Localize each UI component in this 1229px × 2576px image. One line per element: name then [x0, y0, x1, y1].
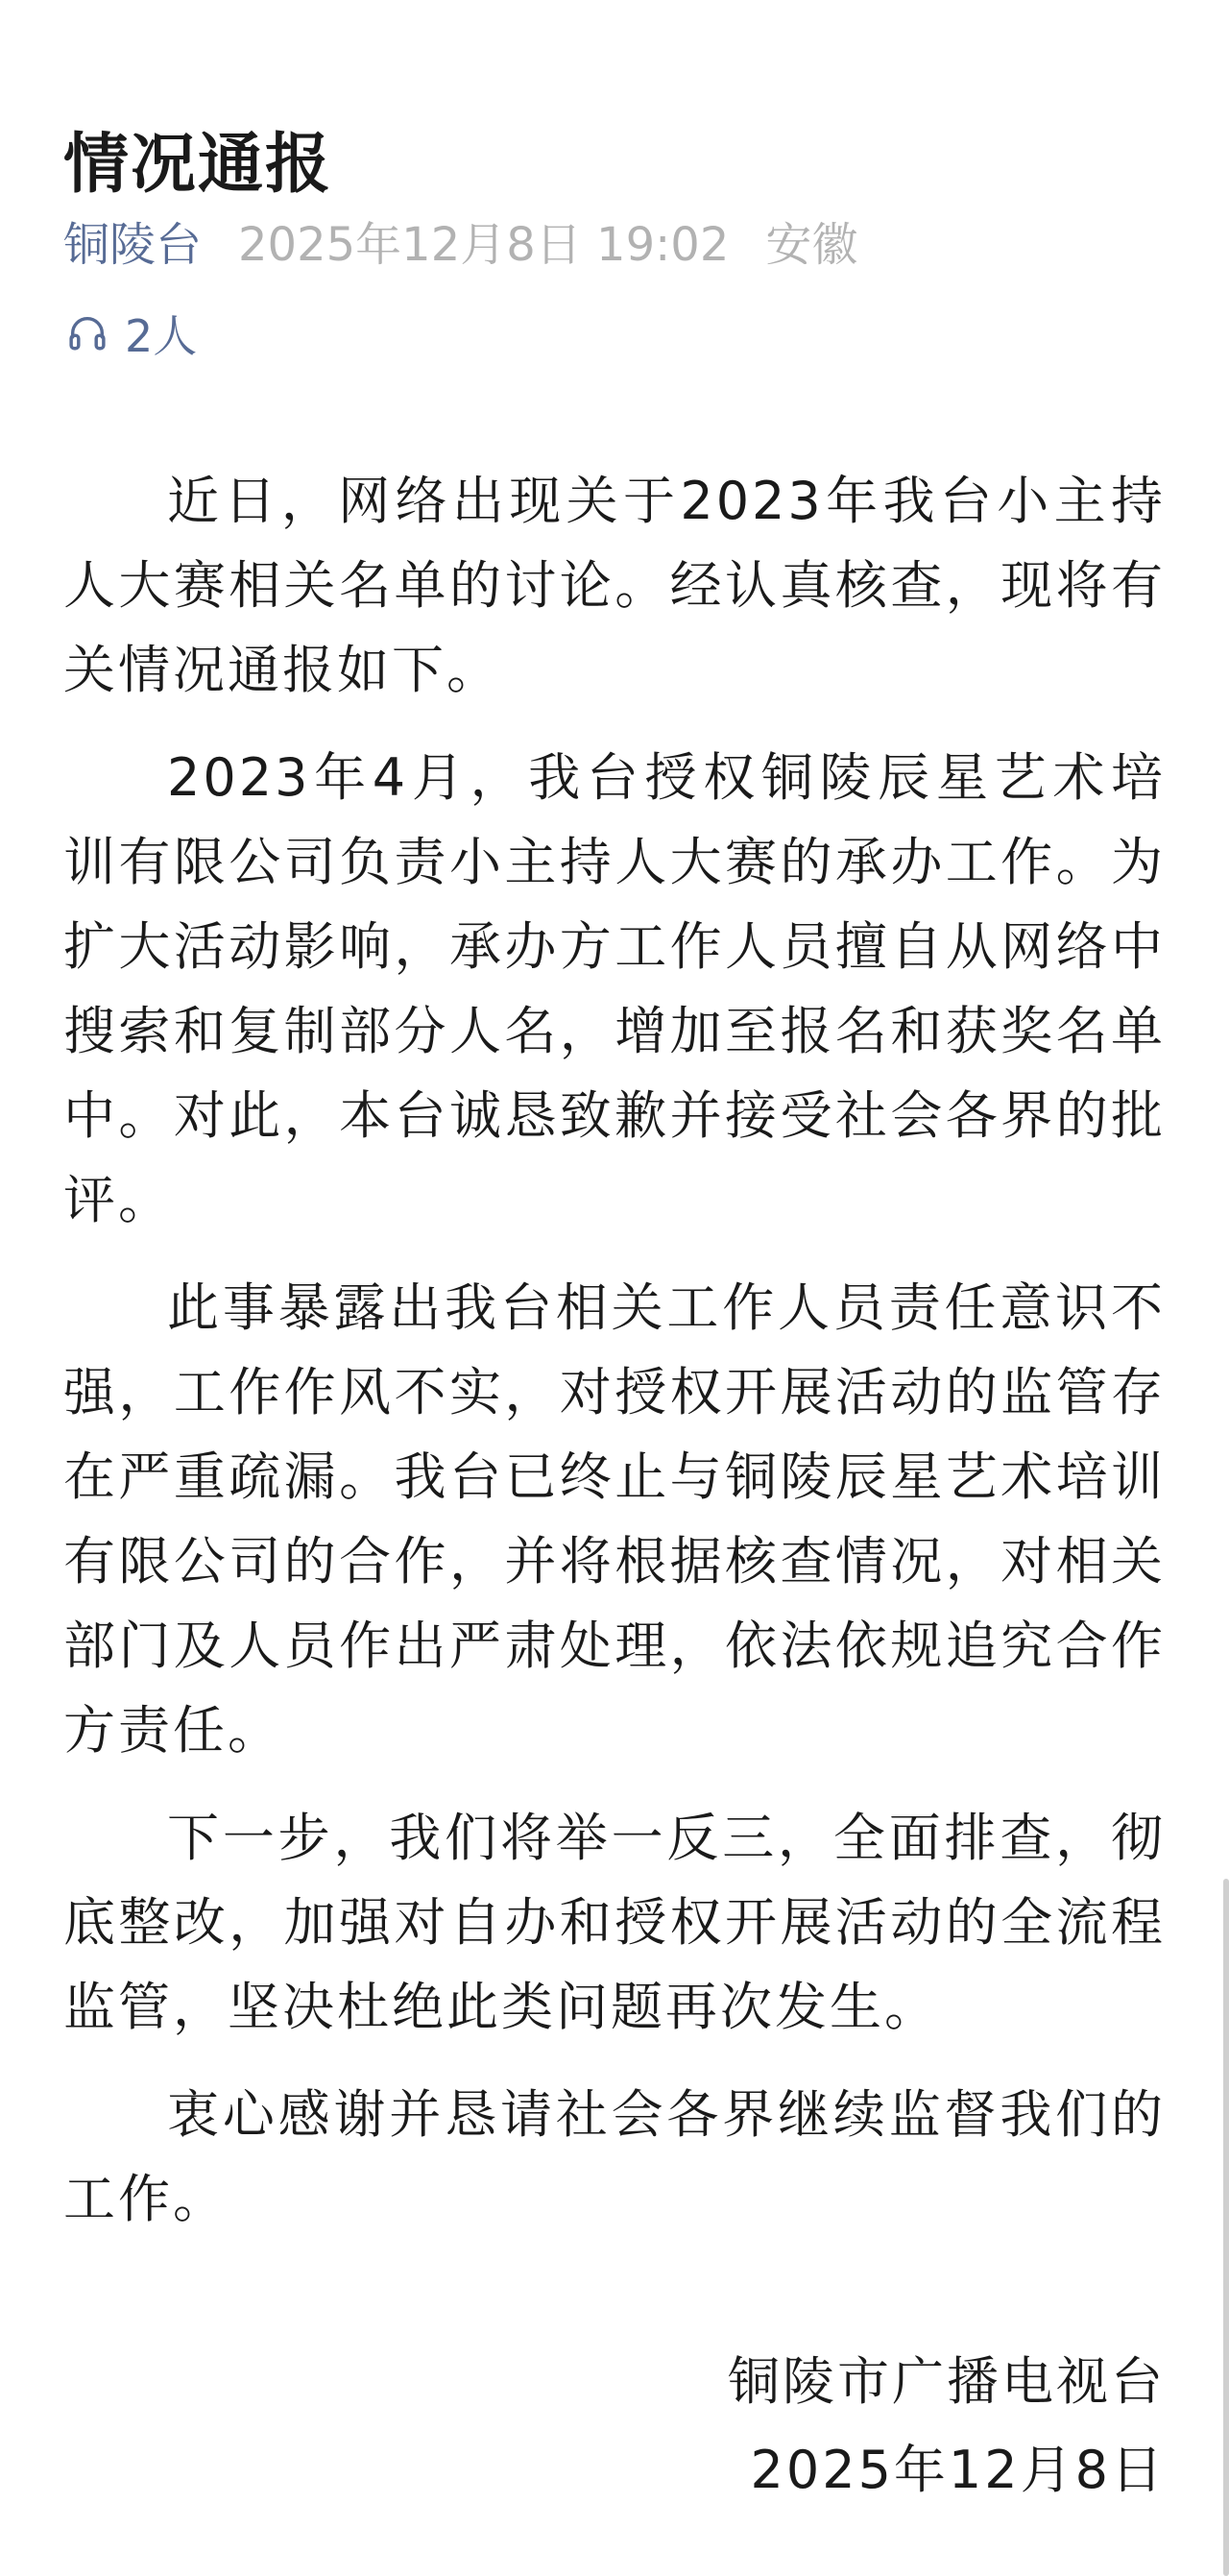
listen-button[interactable]	[65, 302, 197, 365]
author-link[interactable]: 铜陵台	[63, 217, 203, 272]
publish-date: 2025年12月8日 19:02	[238, 217, 730, 272]
paragraph: 此事暴露出我台相关工作人员责任意识不强，工作作风不实，对授权开展活动的监管存在严重疏漏。我台已终止与铜陵辰星艺术培训有限公司的合作，并将根据核查情况，对相关部门及人员作出严肃处理，依法依规追究合作方责任。	[63, 1277, 1166, 1761]
paragraph: 下一步，我们将举一反三，全面排查，彻底整改，加强对自办和授权开展活动的全流程监管，坚决杜绝此类问题再次发生。	[63, 1808, 1166, 2037]
article-title: 情况通报	[63, 126, 333, 203]
article-content	[63, 459, 1166, 2265]
headphone-icon	[65, 311, 109, 355]
paragraph: 2023年4月，我台授权铜陵辰星艺术培训有限公司负责小主持人大赛的承办工作。为扩大活动影响，承办方工作人员擅自从网络中搜索和复制部分人名，增加至报名和获奖名单中。对此，本台诚恳致歉并接受社会各界的批评。	[63, 747, 1166, 1230]
article-meta	[63, 206, 857, 275]
signature-date: 2025年12月8日	[750, 2440, 1166, 2500]
listen-count: 2人	[125, 310, 198, 362]
signature-org: 铜陵市广播电视台	[728, 2351, 1166, 2412]
publish-region: 安徽	[765, 217, 858, 272]
signature	[728, 2338, 1166, 2515]
paragraph: 衷心感谢并恳请社会各界继续监督我们的工作。	[63, 2084, 1166, 2229]
paragraph: 近日，网络出现关于2023年我台小主持人大赛相关名单的讨论。经认真核查，现将有关情况通报如下。	[63, 471, 1166, 700]
scrollbar[interactable]	[1223, 1879, 1229, 2576]
